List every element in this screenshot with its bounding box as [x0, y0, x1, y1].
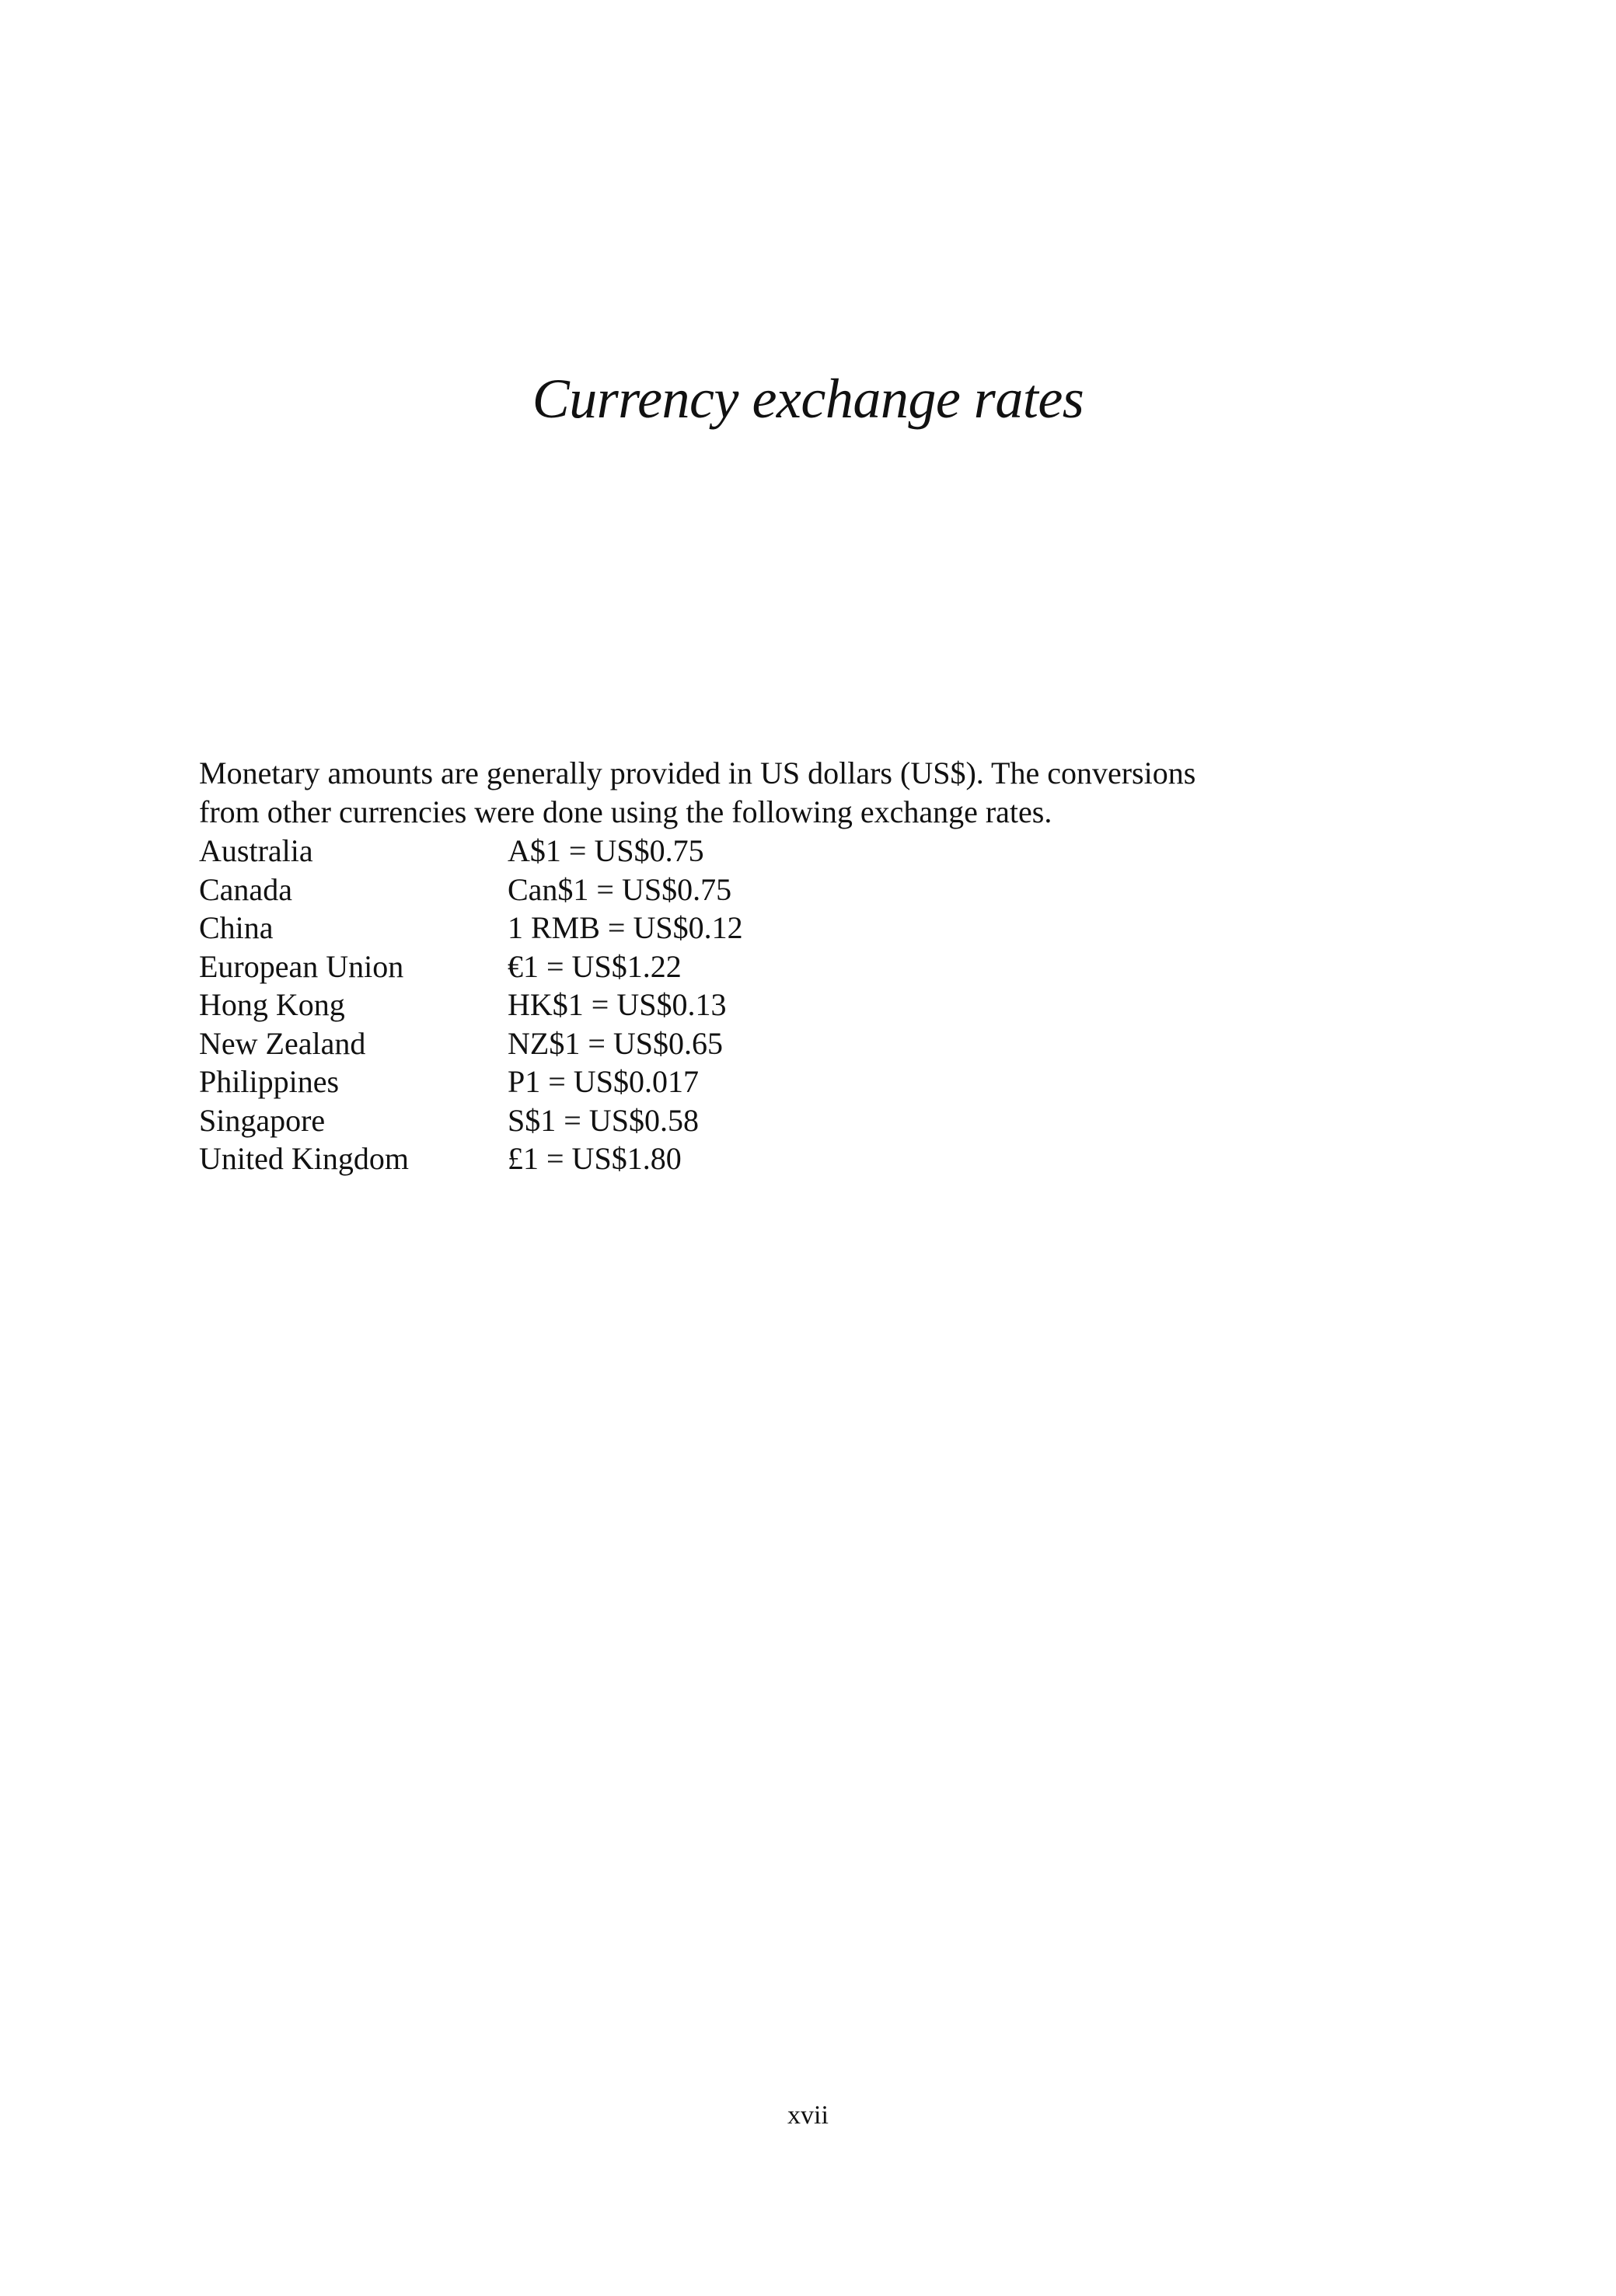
exchange-rate: 1 RMB = US$0.12 — [508, 910, 743, 945]
table-row — [199, 1139, 743, 1178]
country-name: China — [199, 910, 274, 945]
exchange-rate: P1 = US$0.017 — [508, 1064, 699, 1099]
table-row — [199, 832, 743, 871]
country-name: Singapore — [199, 1102, 326, 1138]
exchange-rate: A$1 = US$0.75 — [508, 833, 704, 868]
intro-paragraph — [199, 754, 1427, 832]
table-row — [199, 1101, 743, 1140]
page-title: Currency exchange rates — [532, 368, 1084, 430]
country-name: Hong Kong — [199, 987, 345, 1022]
country-name: European Union — [199, 948, 404, 984]
intro-line: Monetary amounts are generally provided in US dollars (US$). The conversions — [199, 755, 1196, 790]
exchange-rates-table — [199, 832, 743, 1178]
table-row — [199, 947, 743, 986]
country-name: United Kingdom — [199, 1141, 409, 1176]
table-row — [199, 1024, 743, 1063]
table-row — [199, 1063, 743, 1101]
exchange-rate: HK$1 = US$0.13 — [508, 987, 727, 1022]
country-name: New Zealand — [199, 1025, 366, 1061]
country-name: Canada — [199, 871, 292, 907]
table-row — [199, 871, 743, 909]
intro-line: from other currencies were done using the following exchange rates. — [199, 794, 1052, 829]
exchange-rate: NZ$1 = US$0.65 — [508, 1025, 724, 1061]
exchange-rate: €1 = US$1.22 — [508, 948, 682, 984]
country-name: Australia — [199, 833, 313, 868]
table-row — [199, 986, 743, 1024]
exchange-rate: S$1 = US$0.58 — [508, 1102, 699, 1138]
table-row — [199, 909, 743, 947]
page-number: xvii — [787, 2101, 829, 2130]
exchange-rate: £1 = US$1.80 — [508, 1141, 682, 1176]
exchange-rate: Can$1 = US$0.75 — [508, 871, 732, 907]
country-name: Philippines — [199, 1064, 340, 1099]
